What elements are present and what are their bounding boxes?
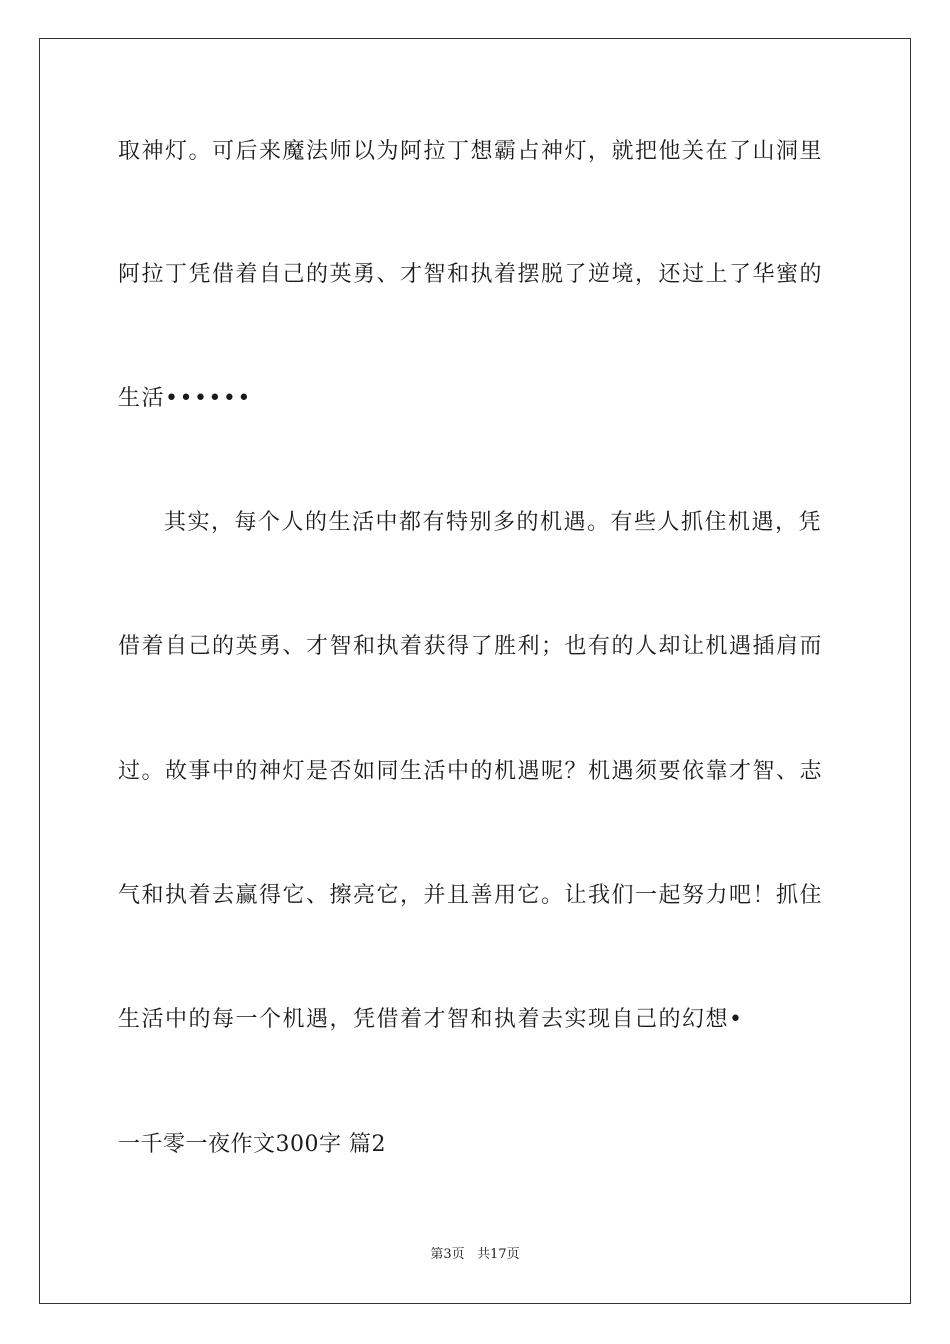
body-text-line: 生活••••••: [118, 386, 252, 411]
body-text-line: 过。故事中的神灯是否如同生活中的机遇呢？机遇须要依靠才智、志: [118, 759, 824, 784]
page-border: [39, 38, 911, 1304]
body-text-line: 取神灯。可后来魔法师以为阿拉丁想霸占神灯，就把他关在了山洞里: [118, 139, 824, 164]
body-text-line: 阿拉丁凭借着自己的英勇、才智和执着摆脱了逆境，还过上了华蜜的: [118, 262, 824, 287]
section-heading: 一千零一夜作文300字 篇2: [118, 1132, 386, 1157]
body-text-line: 气和执着去赢得它、擦亮它，并且善用它。让我们一起努力吧！抓住: [118, 883, 824, 908]
body-text-line: 生活中的每一个机遇，凭借着才智和执着去实现自己的幻想•: [118, 1007, 744, 1032]
paragraph-first-line: 其实，每个人的生活中都有特别多的机遇。有些人抓住机遇，凭: [164, 510, 823, 535]
page-number-footer: 第3页 共17页: [430, 1247, 520, 1262]
body-text-line: 借着自己的英勇、才智和执着获得了胜利；也有的人却让机遇插肩而: [118, 634, 824, 659]
